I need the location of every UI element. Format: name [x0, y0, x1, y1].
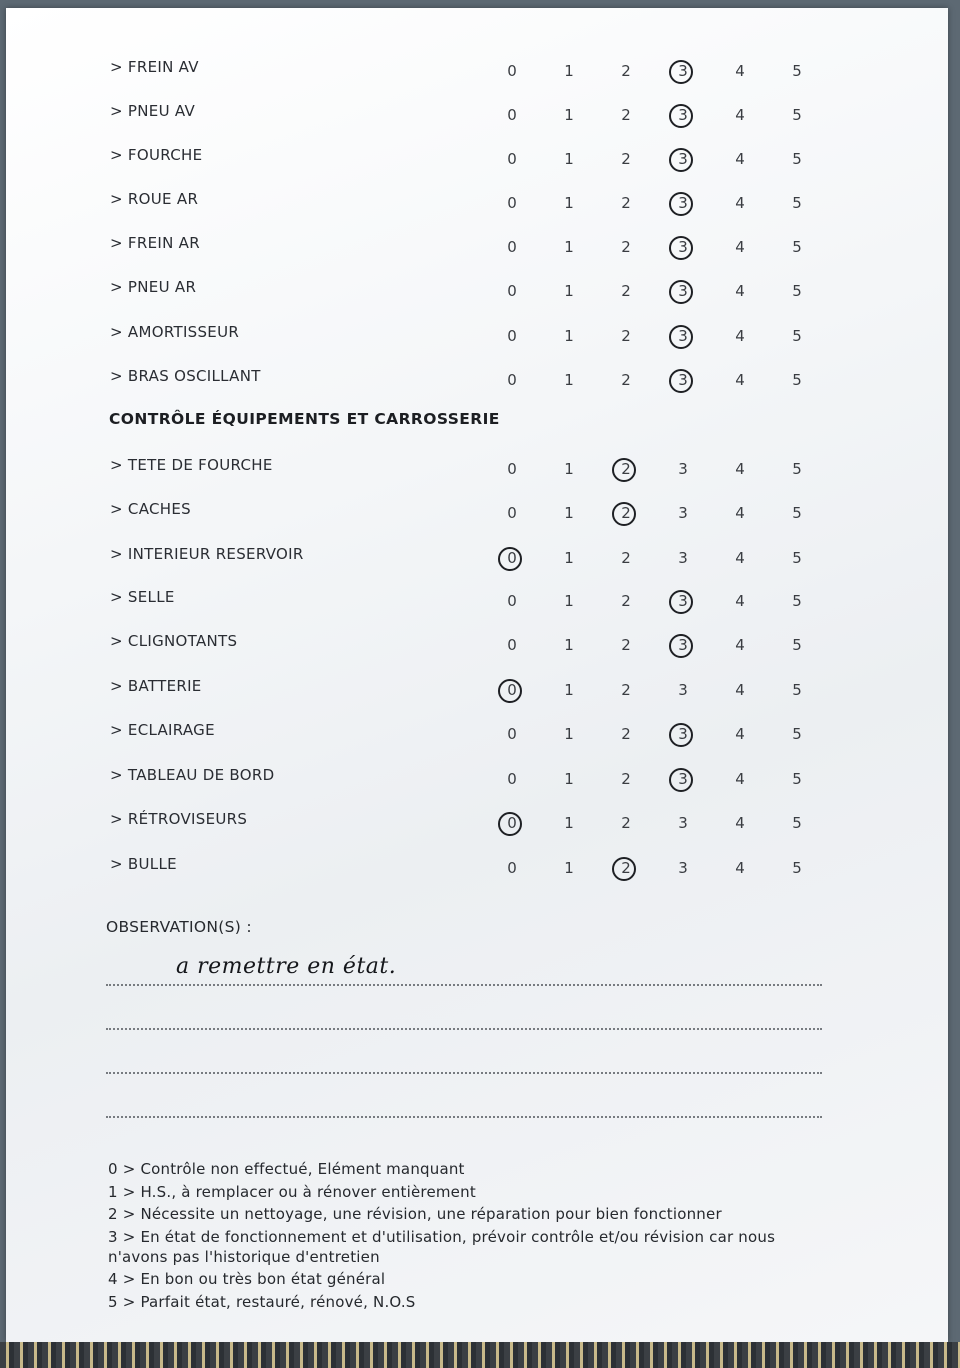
rating-option: 5	[792, 636, 802, 654]
rating-option: 1	[564, 504, 574, 522]
rating-option: 2	[621, 636, 631, 654]
rating-option: 5	[792, 106, 802, 124]
inspection-item-label: > CLIGNOTANTS	[110, 632, 238, 650]
inspection-item-label: > FREIN AV	[110, 58, 199, 76]
handdrawn-circle-mark	[498, 679, 522, 703]
rating-option: 2	[621, 238, 631, 256]
rating-option: 5	[792, 282, 802, 300]
handdrawn-circle-mark	[669, 768, 693, 792]
rating-option: 3	[678, 460, 688, 478]
rating-option: 1	[564, 327, 574, 345]
rating-option: 5	[792, 371, 802, 389]
rating-option: 1	[564, 371, 574, 389]
rating-option: 1	[564, 592, 574, 610]
inspection-item-label: > TABLEAU DE BORD	[110, 766, 275, 784]
handdrawn-circle-mark	[669, 634, 693, 658]
inspection-row	[6, 810, 948, 840]
rating-option: 5	[792, 770, 802, 788]
inspection-row	[6, 500, 948, 530]
inspection-item-label: > PNEU AR	[110, 278, 197, 296]
handdrawn-circle-mark	[498, 547, 522, 571]
inspection-row	[6, 323, 948, 353]
rating-option: 4	[735, 282, 745, 300]
rating-option: 3	[671, 150, 695, 168]
handdrawn-circle-mark	[669, 590, 693, 614]
rating-option: 5	[792, 460, 802, 478]
inspection-item-label: > TETE DE FOURCHE	[110, 456, 273, 474]
inspection-row	[6, 632, 948, 662]
rating-option: 2	[621, 371, 631, 389]
rating-option: 1	[564, 150, 574, 168]
rating-option: 1	[564, 770, 574, 788]
inspection-item-label: > AMORTISSEUR	[110, 323, 240, 341]
rating-option: 1	[564, 460, 574, 478]
rating-option: 3	[678, 859, 688, 877]
rating-option: 3	[678, 504, 688, 522]
rating-option: 0	[507, 327, 517, 345]
observations-title: OBSERVATION(S) :	[106, 918, 252, 936]
rating-option: 4	[735, 592, 745, 610]
observation-handwritten-text: a remettre en état.	[176, 954, 397, 979]
observation-line-2	[106, 1028, 822, 1030]
inspection-item-label: > PNEU AV	[110, 102, 196, 120]
inspection-item-label: > BATTERIE	[110, 677, 202, 695]
rating-option: 4	[735, 62, 745, 80]
rating-option: 3	[671, 282, 695, 300]
rating-option: 3	[671, 725, 695, 743]
rating-option: 4	[735, 371, 745, 389]
rating-option: 4	[735, 681, 745, 699]
inspection-item-label: > BULLE	[110, 855, 177, 873]
rating-option: 0	[500, 681, 524, 699]
rating-option: 4	[735, 636, 745, 654]
rating-option: 2	[621, 327, 631, 345]
rating-option: 1	[564, 725, 574, 743]
rating-option: 0	[507, 725, 517, 743]
rating-option: 1	[564, 238, 574, 256]
rating-option: 0	[507, 150, 517, 168]
rating-option: 1	[564, 282, 574, 300]
rating-option: 2	[621, 814, 631, 832]
legend-line: 1 > H.S., à remplacer ou à rénover entièrement	[108, 1183, 476, 1201]
inspection-row	[6, 234, 948, 264]
rating-option: 4	[735, 194, 745, 212]
legend-line: 4 > En bon ou très bon état général	[108, 1270, 386, 1288]
rating-option: 4	[735, 327, 745, 345]
inspection-row	[6, 456, 948, 486]
inspection-item-label: > RÉTROVISEURS	[110, 810, 248, 828]
rating-option: 3	[678, 549, 688, 567]
rating-option: 3	[671, 371, 695, 389]
rating-option: 2	[621, 549, 631, 567]
rating-option: 4	[735, 725, 745, 743]
rating-option: 4	[735, 504, 745, 522]
handdrawn-circle-mark	[669, 192, 693, 216]
rating-option: 0	[507, 460, 517, 478]
handdrawn-circle-mark	[669, 148, 693, 172]
rating-option: 4	[735, 814, 745, 832]
handdrawn-circle-mark	[669, 236, 693, 260]
handdrawn-circle-mark	[669, 104, 693, 128]
rating-option: 5	[792, 150, 802, 168]
inspection-row	[6, 278, 948, 308]
inspection-row	[6, 190, 948, 220]
handdrawn-circle-mark	[669, 280, 693, 304]
handdrawn-circle-mark	[669, 60, 693, 84]
inspection-row	[6, 146, 948, 176]
rating-option: 3	[678, 814, 688, 832]
rating-option: 0	[507, 194, 517, 212]
rating-option: 0	[500, 814, 524, 832]
handdrawn-circle-mark	[669, 369, 693, 393]
rating-option: 0	[507, 504, 517, 522]
rating-option: 1	[564, 814, 574, 832]
inspection-row	[6, 766, 948, 796]
rating-option: 2	[621, 194, 631, 212]
rating-option: 5	[792, 859, 802, 877]
legend-line: 0 > Contrôle non effectué, Elément manquant	[108, 1160, 465, 1178]
handdrawn-circle-mark	[669, 723, 693, 747]
rating-option: 2	[614, 859, 638, 877]
rating-option: 4	[735, 150, 745, 168]
rating-option: 4	[735, 859, 745, 877]
rating-option: 5	[792, 725, 802, 743]
rating-option: 0	[507, 282, 517, 300]
rating-option: 4	[735, 460, 745, 478]
handdrawn-circle-mark	[498, 812, 522, 836]
rating-option: 2	[621, 725, 631, 743]
inspection-item-label: > ECLAIRAGE	[110, 721, 215, 739]
inspection-row	[6, 588, 948, 618]
rating-option: 2	[621, 282, 631, 300]
rating-option: 1	[564, 62, 574, 80]
rating-option: 0	[507, 371, 517, 389]
rating-option: 2	[621, 592, 631, 610]
handdrawn-circle-mark	[669, 325, 693, 349]
rating-option: 0	[500, 549, 524, 567]
inspection-item-label: > BRAS OSCILLANT	[110, 367, 261, 385]
inspection-row	[6, 58, 948, 88]
inspection-item-label: > FOURCHE	[110, 146, 203, 164]
rating-option: 5	[792, 327, 802, 345]
inspection-item-label: > CACHES	[110, 500, 191, 518]
sleeve-bottom-edge	[0, 1342, 960, 1368]
rating-option: 3	[671, 238, 695, 256]
rating-option: 4	[735, 770, 745, 788]
rating-option: 1	[564, 194, 574, 212]
rating-option: 0	[507, 859, 517, 877]
rating-option: 3	[671, 770, 695, 788]
rating-option: 1	[564, 549, 574, 567]
rating-option: 0	[507, 592, 517, 610]
rating-option: 3	[671, 592, 695, 610]
observation-line-1	[106, 984, 822, 986]
section-title-equipements: CONTRÔLE ÉQUIPEMENTS ET CARROSSERIE	[109, 410, 500, 428]
rating-option: 0	[507, 636, 517, 654]
inspection-row	[6, 545, 948, 575]
inspection-row	[6, 855, 948, 885]
rating-option: 4	[735, 549, 745, 567]
rating-option: 2	[621, 150, 631, 168]
rating-option: 5	[792, 592, 802, 610]
rating-option: 4	[735, 106, 745, 124]
rating-option: 1	[564, 106, 574, 124]
rating-option: 4	[735, 238, 745, 256]
rating-option: 5	[792, 62, 802, 80]
rating-option: 1	[564, 859, 574, 877]
rating-option: 5	[792, 549, 802, 567]
observation-line-4	[106, 1116, 822, 1118]
rating-option: 2	[614, 504, 638, 522]
rating-option: 5	[792, 681, 802, 699]
handdrawn-circle-mark	[612, 502, 636, 526]
legend-line: 2 > Nécessite un nettoyage, une révision, une réparation pour bien fonctionner	[108, 1205, 722, 1223]
rating-option: 3	[671, 194, 695, 212]
document-page	[6, 8, 948, 1342]
rating-option: 2	[614, 460, 638, 478]
rating-option: 2	[621, 681, 631, 699]
rating-option: 2	[621, 770, 631, 788]
inspection-row	[6, 721, 948, 751]
rating-option: 3	[671, 106, 695, 124]
legend-line: 3 > En état de fonctionnement et d'utilisation, prévoir contrôle et/ou révision car nous	[108, 1228, 776, 1246]
rating-option: 2	[621, 106, 631, 124]
inspection-item-label: > SELLE	[110, 588, 175, 606]
rating-option: 2	[621, 62, 631, 80]
inspection-row	[6, 367, 948, 397]
rating-option: 5	[792, 238, 802, 256]
inspection-row	[6, 677, 948, 707]
inspection-row	[6, 102, 948, 132]
rating-option: 5	[792, 814, 802, 832]
handdrawn-circle-mark	[612, 458, 636, 482]
inspection-item-label: > INTERIEUR RESERVOIR	[110, 545, 304, 563]
rating-option: 3	[671, 327, 695, 345]
rating-option: 0	[507, 106, 517, 124]
inspection-item-label: > FREIN AR	[110, 234, 200, 252]
rating-option: 0	[507, 62, 517, 80]
rating-option: 5	[792, 504, 802, 522]
rating-option: 3	[678, 681, 688, 699]
rating-option: 1	[564, 636, 574, 654]
rating-option: 3	[671, 636, 695, 654]
rating-option: 0	[507, 238, 517, 256]
rating-option: 5	[792, 194, 802, 212]
observation-line-3	[106, 1072, 822, 1074]
rating-option: 3	[671, 62, 695, 80]
legend-line: n'avons pas l'historique d'entretien	[108, 1248, 380, 1266]
handdrawn-circle-mark	[612, 857, 636, 881]
legend-line: 5 > Parfait état, restauré, rénové, N.O.S	[108, 1293, 416, 1311]
rating-option: 0	[507, 770, 517, 788]
rating-option: 1	[564, 681, 574, 699]
inspection-item-label: > ROUE AR	[110, 190, 199, 208]
